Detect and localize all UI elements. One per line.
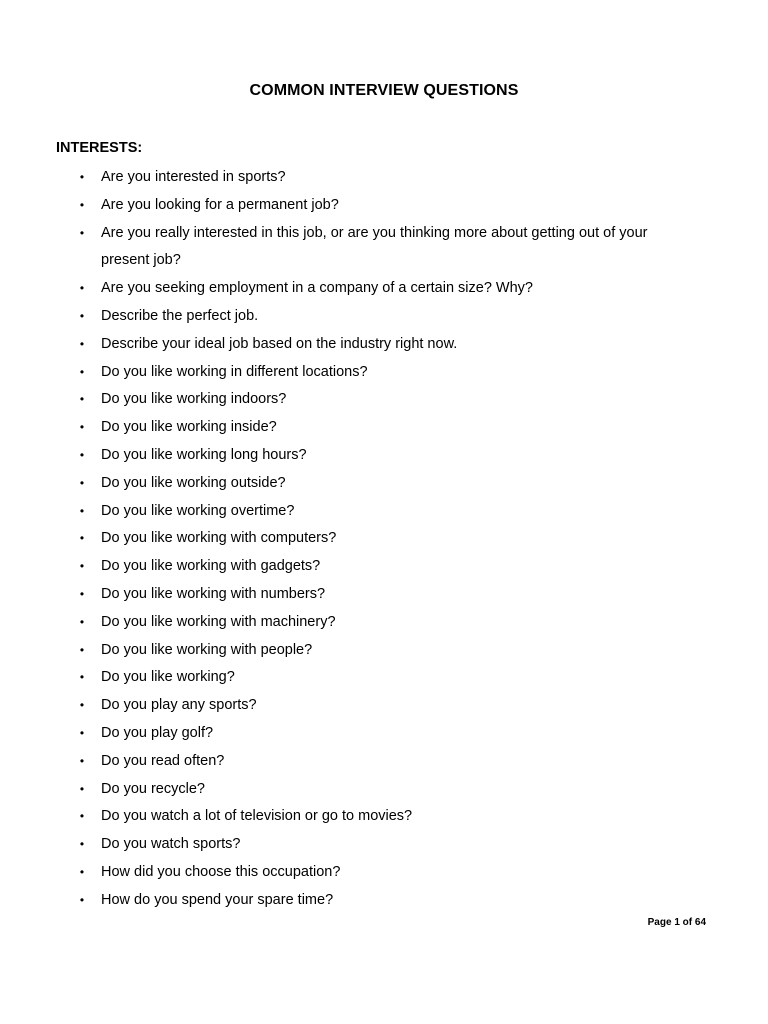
question-text: Do you play any sports? xyxy=(101,697,257,714)
bullet-icon: • xyxy=(79,447,85,462)
question-text: How do you spend your spare time? xyxy=(101,891,334,908)
question-list xyxy=(0,164,768,915)
list-item xyxy=(0,220,768,276)
question-text: Do you like working? xyxy=(101,669,235,686)
bullet-icon: • xyxy=(79,781,85,796)
question-text: Do you watch a lot of television or go to movies? xyxy=(101,808,413,825)
list-item xyxy=(0,664,768,692)
list-item xyxy=(0,748,768,776)
question-text: Do you like working long hours? xyxy=(101,446,307,463)
question-text: Do you like working outside? xyxy=(101,474,286,491)
question-text: Do you like working indoors? xyxy=(101,391,287,408)
bullet-icon: • xyxy=(79,809,85,824)
list-item xyxy=(0,331,768,359)
list-item xyxy=(0,192,768,220)
bullet-icon: • xyxy=(79,531,85,546)
bullet-icon: • xyxy=(79,586,85,601)
list-item xyxy=(0,581,768,609)
list-item xyxy=(0,525,768,553)
list-item xyxy=(0,414,768,442)
bullet-icon: • xyxy=(79,336,85,351)
bullet-icon: • xyxy=(79,364,85,379)
question-text: Do you read often? xyxy=(101,752,225,769)
bullet-icon: • xyxy=(79,864,85,879)
bullet-icon: • xyxy=(79,753,85,768)
list-item xyxy=(0,303,768,331)
bullet-icon: • xyxy=(79,197,85,212)
list-item xyxy=(0,164,768,192)
bullet-icon: • xyxy=(79,614,85,629)
list-item xyxy=(0,359,768,387)
question-text: Do you like working with gadgets? xyxy=(101,558,321,575)
bullet-icon: • xyxy=(79,698,85,713)
list-item xyxy=(0,275,768,303)
question-text: Do you like working in different locations? xyxy=(101,363,368,380)
list-item xyxy=(0,831,768,859)
question-text: Describe the perfect job. xyxy=(101,307,259,324)
list-item xyxy=(0,470,768,498)
bullet-icon: • xyxy=(79,837,85,852)
list-item xyxy=(0,609,768,637)
list-item xyxy=(0,859,768,887)
bullet-icon: • xyxy=(79,308,85,323)
list-item xyxy=(0,803,768,831)
list-item xyxy=(0,386,768,414)
bullet-icon: • xyxy=(79,281,85,296)
question-text: Do you play golf? xyxy=(101,724,214,741)
bullet-icon: • xyxy=(79,892,85,907)
question-text: Do you like working inside? xyxy=(101,419,277,436)
list-item xyxy=(0,553,768,581)
bullet-icon: • xyxy=(79,642,85,657)
question-text: Do you like working with people? xyxy=(101,641,313,658)
list-item xyxy=(0,776,768,804)
bullet-icon: • xyxy=(79,420,85,435)
question-text: Are you looking for a permanent job? xyxy=(101,196,339,213)
question-text: Do you like working with computers? xyxy=(101,530,337,547)
question-text: Do you like working overtime? xyxy=(101,502,295,519)
list-item xyxy=(0,498,768,526)
question-text: Are you interested in sports? xyxy=(101,169,286,185)
question-text: Are you really interested in this job, or are you thinking more about getting out of your present job? xyxy=(101,224,648,269)
bullet-icon: • xyxy=(79,170,85,184)
bullet-icon: • xyxy=(79,392,85,407)
question-text: How did you choose this occupation? xyxy=(101,863,341,880)
bullet-icon: • xyxy=(79,725,85,740)
list-item xyxy=(0,637,768,665)
list-item xyxy=(0,887,768,915)
list-item xyxy=(0,442,768,470)
section-heading-interests: INTERESTS: xyxy=(56,140,143,156)
list-item xyxy=(0,692,768,720)
bullet-icon: • xyxy=(79,670,85,685)
bullet-icon: • xyxy=(79,225,85,240)
list-item xyxy=(0,720,768,748)
question-text: Do you like working with machinery? xyxy=(101,613,336,630)
question-text: Do you like working with numbers? xyxy=(101,585,326,602)
question-text: Describe your ideal job based on the industry right now. xyxy=(101,335,458,352)
question-text: Do you recycle? xyxy=(101,780,205,797)
bullet-icon: • xyxy=(79,503,85,518)
question-text: Do you watch sports? xyxy=(101,836,241,853)
bullet-icon: • xyxy=(79,559,85,574)
bullet-icon: • xyxy=(79,475,85,490)
question-text: Are you seeking employment in a company of a certain size? Why? xyxy=(101,280,533,297)
page-title: COMMON INTERVIEW QUESTIONS xyxy=(249,82,519,99)
page-number: Page 1 of 64 xyxy=(647,917,706,928)
